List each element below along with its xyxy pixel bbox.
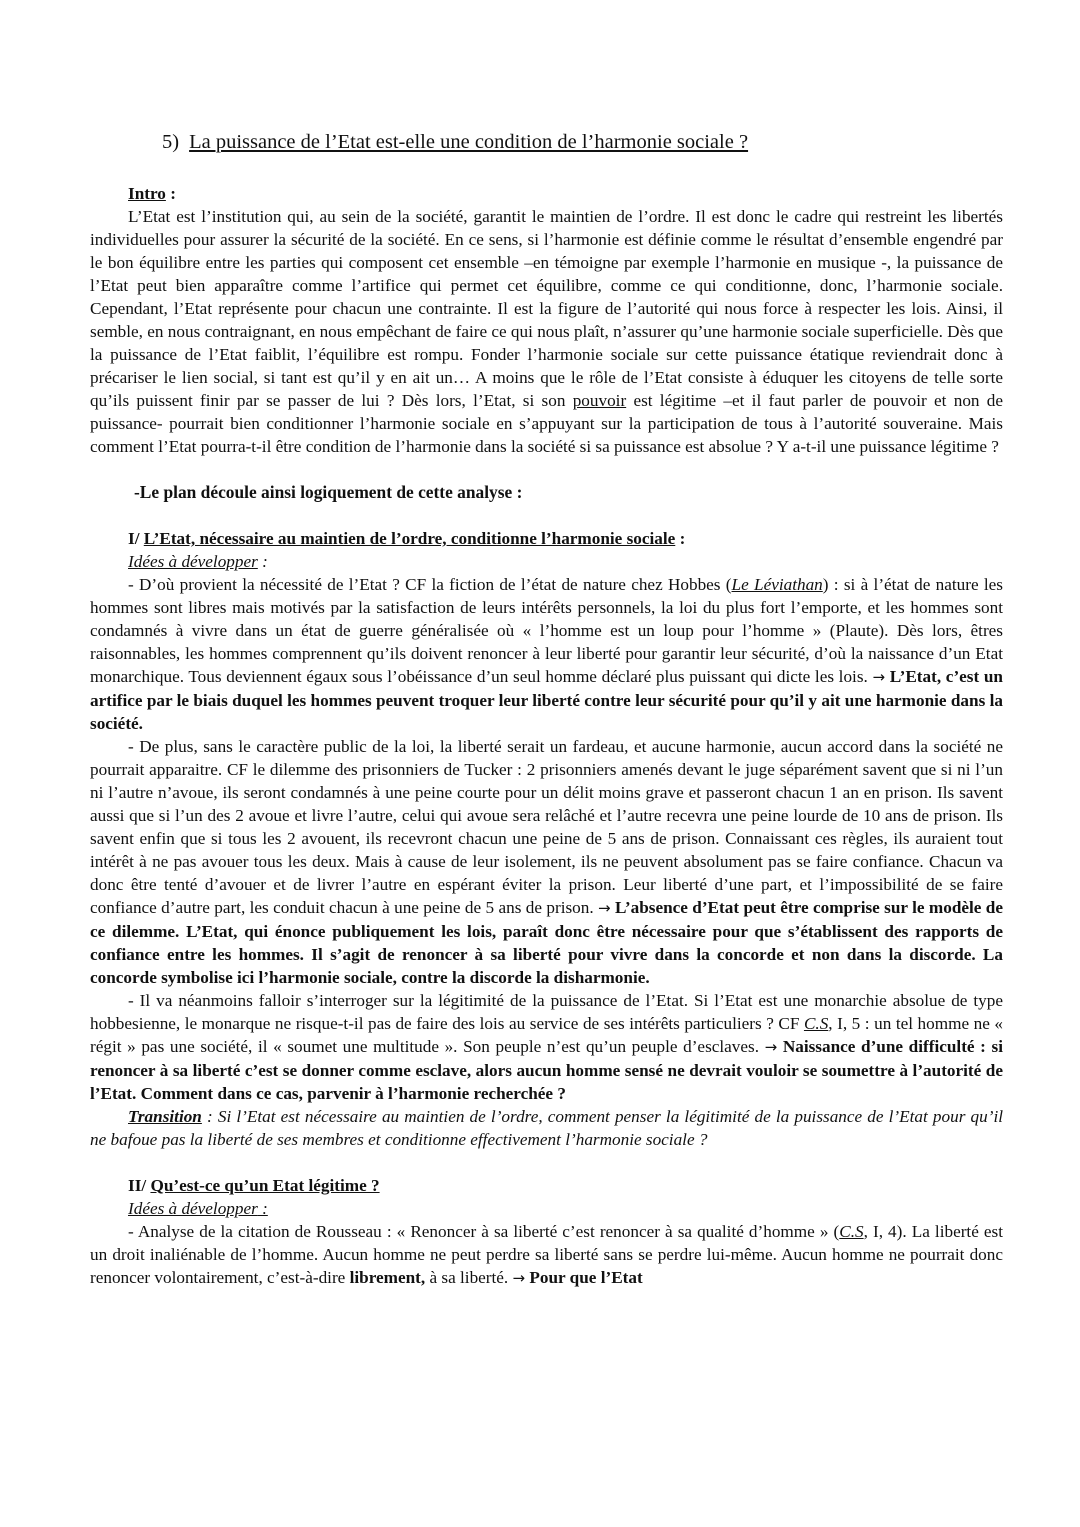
arrow-icon: → (764, 1038, 778, 1056)
intro-paragraph: L’Etat est l’institution qui, au sein de la société, garantit le maintien de l’ordre. Il est donc le cadre qui restreint les libertés individuelles pour assurer la sécurité de la société. En ce sens, si l’harmonie est définie comme le résultat d’ensemble engendré par le bon équilibre entre les parties qui composent cet ensemble –en témoigne par exemple l’harmonie en musique -, la puissance de l’Etat peut bien apparaître comme l’artifice qui permet cet équilibre, comme ce qui conditionne, donc, l’harmonie sociale. Cependant, l’Etat représente pour chacun une contrainte. Il est la figure de l’autorité qui nous force à respecter les lois. Ainsi, il semble, en nous contraignant, en nous empêchant de faire ce qui nous plaît, n’assurer qu’une harmonie sociale superficielle. Dès que la puissance de l’Etat faiblit, l’équilibre est rompu. Fonder l’harmonie sociale sur cette puissance étatique reviendrait donc à précariser le lien social, si tant est qu’il y en ait un… A moins que le rôle de l’Etat consiste à éduquer les citoyens de telle sorte qu’ils puissent finir par se passer de lui ? Dès lors, l’Etat, si son pouvoir est légitime –et il faut parler de pouvoir et non de puissance- pourrait bien conditionner l’harmonie sociale en s’appuyant sur la participation de tous à l’autorité souveraine. Mais comment l’Etat pourra-t-il être condition de l’harmonie dans la société si sa puissance est absolue ? Y a-t-il une puissance légitime ? (90, 207, 1004, 456)
part1-ideas-label: Idées à développer : (128, 552, 268, 571)
title-number: 5) (162, 131, 180, 153)
transition-label: Transition (128, 1107, 202, 1126)
part2-heading: II/ Qu’est-ce qu’un Etat légitime ? (128, 1176, 380, 1195)
part1-point-1: - D’où provient la nécessité de l’Etat ? CF la fiction de l’état de nature chez Hobbes (Le Léviathan) : si à l’état de nature les hommes sont libres mais motivés par la satisfaction de leurs intérêts personnels, la loi du plus fort l’emporte, et les hommes sont condamnés à vivre dans un état de guerre généralisée où « l’homme est un loup pour l’homme » (Plaute). Dès lors, êtres raisonnables, les hommes comprennent qu’ils doivent renoncer à leur liberté pour garantir leur sécurité, d’où la naissance d’un Etat monarchique. Tous deviennent égaux sous l’obéissance d’un seul homme déclaré plus puissant qui dicte les lois. → L’Etat, c’est un artifice par le biais duquel les hommes peuvent troquer leur liberté contre leur sécurité pour qu’il y ait une harmonie dans la société. (90, 575, 1003, 733)
work-title-cs: C.S (839, 1222, 864, 1241)
part2-point-1: - Analyse de la citation de Rousseau : « Renoncer à sa liberté c’est renoncer à sa qualité d’homme » (C.S, I, 4). La liberté est un droit inaliénable de l’homme. Aucun homme ne peut perdre sa liberté sans se perdre lui-même. Aucun homme ne pourrait donc renoncer volontairement, c’est-à-dire librement, à sa liberté. → Pour que l’Etat (90, 1222, 1003, 1287)
document-title (162, 128, 1003, 156)
document-page (90, 128, 1003, 1290)
part2-ideas-label: Idées à développer : (128, 1199, 268, 1218)
part1-transition: Transition : Si l’Etat est nécessaire au maintien de l’ordre, comment penser la légitimité de la puissance de l’Etat pour qu’il ne bafoue pas la liberté de ses membres et conditionne effectivement l’harmonie sociale ? (90, 1107, 1003, 1149)
intro-heading: Intro : (128, 184, 176, 203)
arrow-icon: → (598, 899, 611, 917)
title-text: La puissance de l’Etat est-elle une condition de l’harmonie sociale ? (189, 131, 749, 153)
part1-heading: I/ L’Etat, nécessaire au maintien de l’ordre, conditionne l’harmonie sociale : (128, 529, 686, 548)
part1-point-2: - De plus, sans le caractère public de la loi, la liberté serait un fardeau, et aucune harmonie, aucun accord dans la société ne pourrait apparaitre. CF le dilemme des prisonniers de Tucker : 2 prisonniers amenés devant le juge séparément savent que si ni l’un ni l’autre n’avoue, ils seront condamnés à une peine courte pour un délit moins grave et passeront chacun 1 an en prison. Ils savent aussi que si l’un des 2 avoue et livre l’autre, celui qui avoue sera relâché et l’autre recevra une peine lourde de 10 ans de prison. Ils savent enfin que si tous les 2 avouent, ils recevront chacun une peine de 5 ans de prison. Connaissant ces règles, ils auraient tout intérêt à ne pas avouer tous les deux. Mais à cause de leur isolement, ils ne peuvent absolument pas se faire confiance. Chacun va donc être tenté d’avouer et de livrer l’autre en espérant éviter la prison. Leur liberté d’une part, et l’impossibilité de se faire confiance d’autre part, les conduit chacun à une peine de 5 ans de prison. → L’absence d’Etat peut être comprise sur le modèle de ce dilemme. L’Etat, qui énonce publiquement les lois, paraît donc être nécessaire pour que s’établissent des rapports de confiance entre les hommes. Il s’agit de renoncer à sa liberté pour vivre dans la concorde et non dans la discorde. La concorde symbolise ici l’harmonie sociale, contre la discorde la disharmonie. (90, 737, 1003, 987)
work-title-cs: C.S (803, 1014, 829, 1033)
arrow-icon: → (512, 1269, 526, 1287)
part1-point-3: - Il va néanmoins falloir s’interroger sur la légitimité de la puissance de l’Etat. Si l’Etat est une monarchie absolue de type hobbesienne, le monarque ne risque-t-il pas de faire des lois au service de ses intérêts particuliers ? CF C.S, I, 5 : un tel homme ne « régit » pas une société, il « soumet une multitude ». Son peuple n’est qu’un peuple d’esclaves. → Naissance d’une difficulté : si renoncer à sa liberté c’est se donner comme esclave, alors aucun homme sensé ne devrait vouloir se soumettre à l’autorité de l’Etat. Comment dans ce cas, parvenir à l’harmonie recherchée ? (90, 991, 1003, 1103)
plan-line: -Le plan découle ainsi logiquement de cette analyse : (134, 482, 523, 502)
pouvoir-word: pouvoir (572, 391, 627, 410)
work-title-leviathan: Le Léviathan (731, 575, 823, 594)
arrow-icon: → (872, 668, 886, 686)
